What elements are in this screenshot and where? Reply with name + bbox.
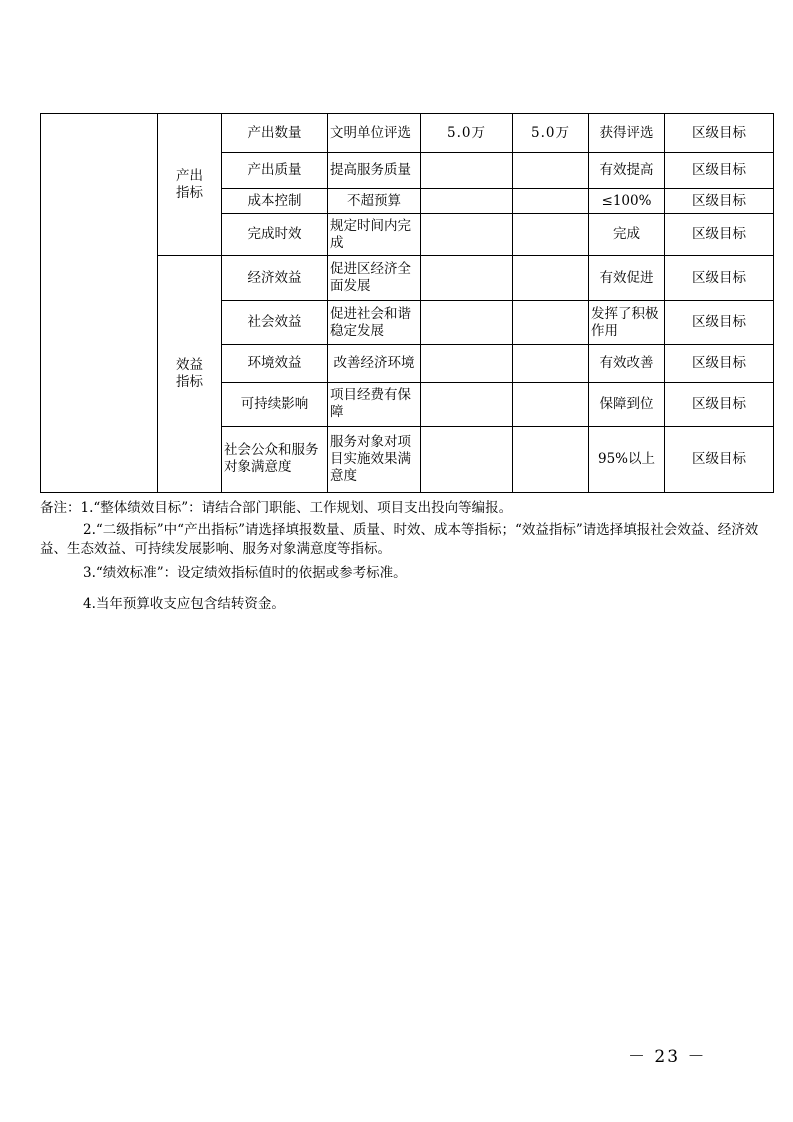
- indicator-name: 社会公众和服务对象满意度: [222, 426, 328, 492]
- note-4: 4.当年预算收支应包含结转资金。: [83, 596, 285, 612]
- note-1: 备注：1.“整体绩效目标”：请结合部门职能、工作规划、项目支出投向等编报。: [40, 500, 513, 516]
- indicator-name: 可持续影响: [222, 382, 328, 426]
- performance-indicator-table: [40, 113, 774, 493]
- indicator-target: ≤100%: [589, 189, 665, 214]
- indicator-value-1: [421, 301, 513, 344]
- table-row: [41, 114, 774, 153]
- indicator-value-2: [513, 153, 589, 189]
- indicator-value-1: [421, 382, 513, 426]
- indicator-name: 完成时效: [222, 214, 328, 256]
- indicator-content: 文明单位评选: [328, 114, 421, 153]
- indicator-content: 提高服务质量: [328, 153, 421, 189]
- indicator-value-1: [421, 153, 513, 189]
- indicator-value-2: [513, 301, 589, 344]
- indicator-target: 95%以上: [589, 426, 665, 492]
- indicator-target: 发挥了积极作用: [589, 301, 665, 344]
- indicator-value-1: [421, 256, 513, 301]
- indicator-level: 区级目标: [665, 344, 774, 382]
- indicator-level: 区级目标: [665, 301, 774, 344]
- indicator-name: 社会效益: [222, 301, 328, 344]
- indicator-level: 区级目标: [665, 189, 774, 214]
- benefit-indicator-group: [158, 256, 222, 493]
- output-indicator-group: [158, 114, 222, 256]
- indicator-value-2: [513, 214, 589, 256]
- indicator-content: 不超预算: [328, 189, 421, 214]
- indicator-value-1: 5.0万: [421, 114, 513, 153]
- note-2: 2.“二级指标”中“产出指标”请选择填报数量、质量、时效、成本等指标；“效益指标”请选择填报社会效益、经济效益、生态效益、可持续发展影响、服务对象满意度等指标。: [40, 522, 759, 557]
- indicator-level: 区级目标: [665, 382, 774, 426]
- indicator-content: 规定时间内完成: [328, 214, 421, 256]
- indicator-target: 完成: [589, 214, 665, 256]
- indicator-name: 产出质量: [222, 153, 328, 189]
- indicator-level: 区级目标: [665, 426, 774, 492]
- output-group-label: 产出指标: [176, 167, 203, 201]
- indicator-value-1: [421, 214, 513, 256]
- indicator-level: 区级目标: [665, 153, 774, 189]
- indicator-value-1: [421, 344, 513, 382]
- indicator-target: 有效改善: [589, 344, 665, 382]
- indicator-value-2: [513, 189, 589, 214]
- indicator-level: 区级目标: [665, 256, 774, 301]
- indicator-value-2: [513, 256, 589, 301]
- indicator-value-1: [421, 189, 513, 214]
- indicator-content: 促进区经济全面发展: [328, 256, 421, 301]
- indicator-name: 环境效益: [222, 344, 328, 382]
- indicator-level: 区级目标: [665, 114, 774, 153]
- indicator-value-2: [513, 426, 589, 492]
- indicator-target: 获得评选: [589, 114, 665, 153]
- indicator-content: 改善经济环境: [328, 344, 421, 382]
- first-level-indicator-cell: [41, 114, 158, 493]
- indicator-value-2: [513, 344, 589, 382]
- indicator-content: 项目经费有保障: [328, 382, 421, 426]
- indicator-value-1: [421, 426, 513, 492]
- indicator-value-2: 5.0万: [513, 114, 589, 153]
- indicator-target: 有效提高: [589, 153, 665, 189]
- indicator-name: 产出数量: [222, 114, 328, 153]
- indicator-level: 区级目标: [665, 214, 774, 256]
- indicator-content: 促进社会和谐稳定发展: [328, 301, 421, 344]
- indicator-content: 服务对象对项目实施效果满意度: [328, 426, 421, 492]
- indicator-name: 经济效益: [222, 256, 328, 301]
- notes-section: [40, 499, 773, 614]
- note-3: 3.“绩效标准”：设定绩效指标值时的依据或参考标准。: [83, 565, 407, 581]
- benefit-group-label: 效益指标: [176, 357, 203, 391]
- indicator-target: 保障到位: [589, 382, 665, 426]
- indicator-target: 有效促进: [589, 256, 665, 301]
- page-number: － 23 －: [628, 1047, 707, 1067]
- indicator-name: 成本控制: [222, 189, 328, 214]
- indicator-value-2: [513, 382, 589, 426]
